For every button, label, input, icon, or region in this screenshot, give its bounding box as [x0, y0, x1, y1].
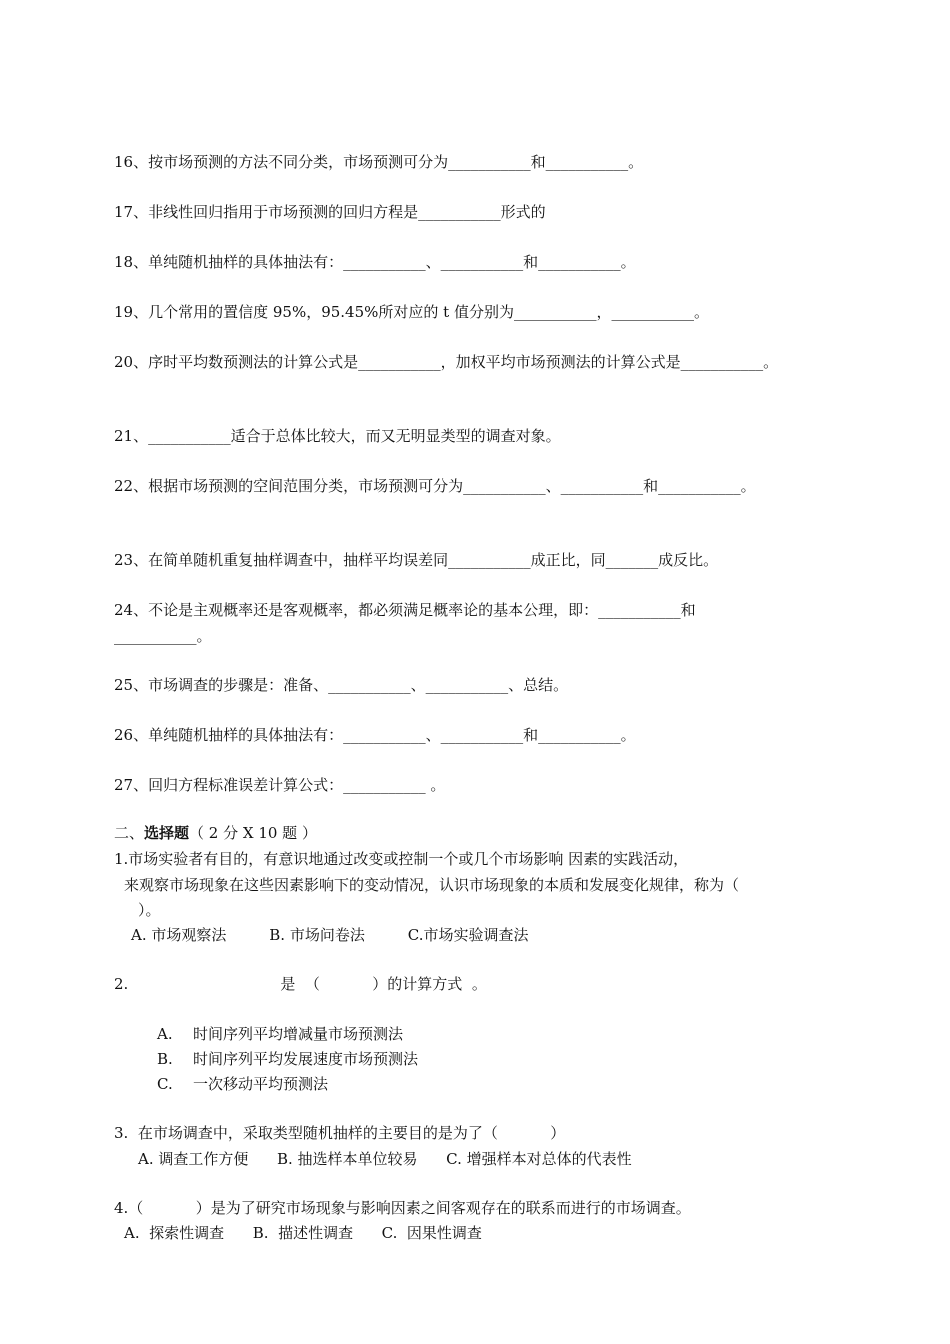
fill-blank-q27: 27、回归方程标准误差计算公式：___________ 。 — [114, 776, 446, 794]
fill-blank-q17: 17、非线性回归指用于市场预测的回归方程是___________形式的 — [114, 203, 546, 221]
choice-q2-option-b — [157, 1049, 418, 1069]
choice-q3-options: A. 调查工作方便 B. 抽选样本单位较易 C. 增强样本对总体的代表性 — [138, 1150, 632, 1168]
choice-q1-line1: 1.市场实验者有目的，有意识地通过改变或控制一个或几个市场影响 因素的实践活动， — [114, 850, 689, 868]
fill-blank-q22: 22、根据市场预测的空间范围分类，市场预测可分为___________、___________和___________。 — [114, 477, 756, 495]
fill-blank-q21: 21、___________适合于总体比较大，而又无明显类型的调查对象。 — [114, 427, 561, 445]
fill-blank-q24-line2: ___________。 — [114, 627, 212, 645]
section-heading — [114, 823, 317, 843]
choice-q2-option-c — [157, 1074, 328, 1094]
section-score: （ 2 分 X 10 题 ） — [189, 824, 317, 842]
option-text: 一次移动平均预测法 — [193, 1075, 329, 1093]
fill-blank-q18: 18、单纯随机抽样的具体抽法有：___________、___________和___________。 — [114, 253, 636, 271]
fill-blank-q20: 20、序时平均数预测法的计算公式是___________，加权平均市场预测法的计算公式是___________。 — [114, 353, 779, 371]
fill-blank-q16: 16、按市场预测的方法不同分类，市场预测可分为___________和___________。 — [114, 153, 644, 171]
option-label: C. — [157, 1075, 173, 1093]
choice-q2-number: 2. — [114, 975, 129, 993]
fill-blank-q19: 19、几个常用的置信度 95%，95.45%所对应的 t 值分别为___________，___________。 — [114, 303, 709, 321]
choice-q2-option-a — [157, 1024, 403, 1044]
option-label: A. — [157, 1025, 173, 1043]
choice-q1-line2: 来观察市场现象在这些因素影响下的变动情况，认识市场现象的本质和发展变化规律，称为（ — [124, 876, 740, 894]
fill-blank-q26: 26、单纯随机抽样的具体抽法有：___________、___________和___________。 — [114, 726, 636, 744]
option-text: 时间序列平均发展速度市场预测法 — [193, 1050, 419, 1068]
option-label: B. — [157, 1050, 173, 1068]
choice-q3-stem: 3. 在市场调查中，采取类型随机抽样的主要目的是为了（ ） — [114, 1124, 566, 1142]
choice-q4-stem: 4.（ ）是为了研究市场现象与影响因素之间客观存在的联系而进行的市场调查。 — [114, 1199, 691, 1217]
section-prefix: 二、 — [114, 824, 145, 842]
fill-blank-q23: 23、在简单随机重复抽样调查中，抽样平均误差同___________成正比，同_______成反比。 — [114, 551, 719, 569]
fill-blank-q25: 25、市场调查的步骤是：准备、___________、___________、总结。 — [114, 676, 569, 694]
choice-q2-text: 是 （ ）的计算方式 。 — [280, 975, 487, 993]
fill-blank-q24-line1: 24、不论是主观概率还是客观概率，都必须满足概率论的基本公理，即：___________和 — [114, 601, 696, 619]
choice-q1-line3: ）。 — [138, 901, 161, 919]
option-text: 时间序列平均增减量市场预测法 — [193, 1025, 404, 1043]
choice-q4-options: A. 探索性调查 B. 描述性调查 C. 因果性调查 — [124, 1224, 482, 1242]
choice-q2-stem — [114, 974, 487, 994]
section-title: 选择题 — [144, 824, 190, 842]
choice-q1-options: A. 市场观察法 B. 市场问卷法 C.市场实验调查法 — [131, 926, 529, 944]
